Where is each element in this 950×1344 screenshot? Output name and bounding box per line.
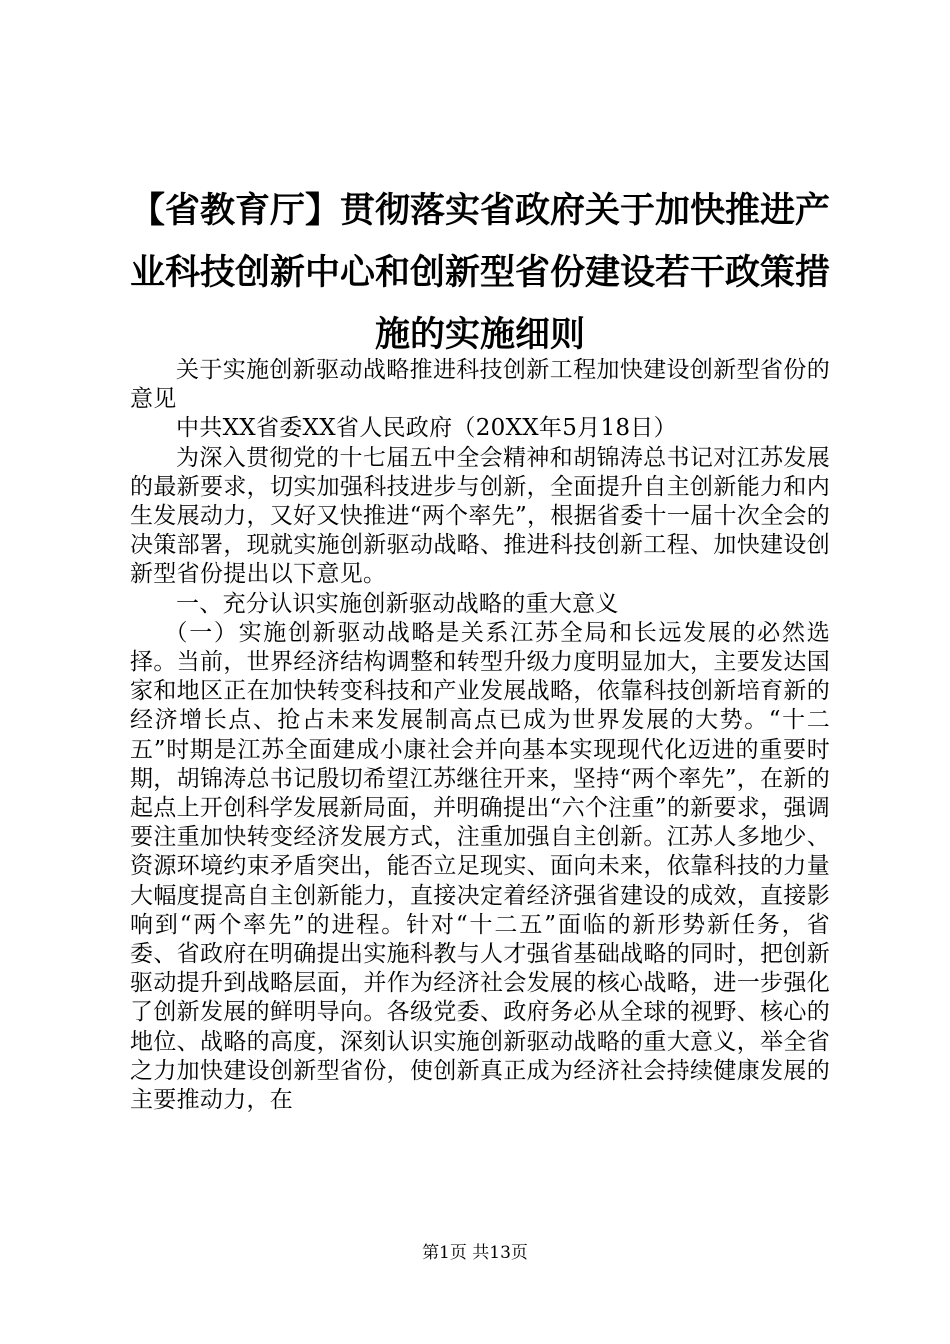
section-paragraph: （一）实施创新驱动战略是关系江苏全局和长远发展的必然选择。当前，世界经济结构调整和转型升级力度明显加大，主要发达国家和地区正在加快转变科技和产业发展战略，依靠科技创新培育新的经济增长点、抢占未来发展制高点已成为世界发展的大势。“十二五”时期是江苏全面建成小康社会并向基本实现现代化迈进的重要时期，胡锦涛总书记殷切希望江苏继往开来，坚持“两个率先”，在新的起点上开创科学发展新局面，并明确提出“六个注重”的新要求，强调要注重加快转变经济发展方式，注重加强自主创新。江苏人多地少、资源环境约束矛盾突出，能否立足现实、面向未来，依靠科技的力量大幅度提高自主创新能力，直接决定着经济强省建设的成效，直接影响到“两个率先”的进程。针对“十二五”面临的新形势新任务，省委、省政府在明确提出实施科教与人才强省基础战略的同时，把创新驱动提升到战略层面，并作为经济社会发展的核心战略，进一步强化了创新发展的鲜明导向。各级党委、政府务必从全球的视野、核心的地位、战略的高度，深刻认识实施创新驱动战略的重大意义，举全省之力加快建设创新型省份，使创新真正成为经济社会持续健康发展的主要推动力，在 xyxy=(130,619,830,1114)
issuer-paragraph: 中共XX省委XX省人民政府（20XX年5月18日） xyxy=(176,415,677,442)
document-title: 【省教育厅】贯彻落实省政府关于加快推进产业科技创新中心和创新型省份建设若干政策措施的实施细则 xyxy=(129,190,830,355)
intro-paragraph: 为深入贯彻党的十七届五中全会精神和胡锦涛总书记对江苏发展的最新要求，切实加强科技进步与创新，全面提升自主创新能力和内生发展动力，又好又快推进“两个率先”，根据省委十一届十次全会的决策部署，现就实施创新驱动战略、推进科技创新工程、加快建设创新型省份提出以下意见。 xyxy=(130,444,830,588)
subtitle-paragraph: 关于实施创新驱动战略推进科技创新工程加快建设创新型省份的意见 xyxy=(130,357,830,413)
page-footer: 第1页 共13页 xyxy=(422,1243,528,1263)
document-body xyxy=(130,356,830,1115)
section-heading: 一、充分认识实施创新驱动战略的重大意义 xyxy=(176,590,619,617)
